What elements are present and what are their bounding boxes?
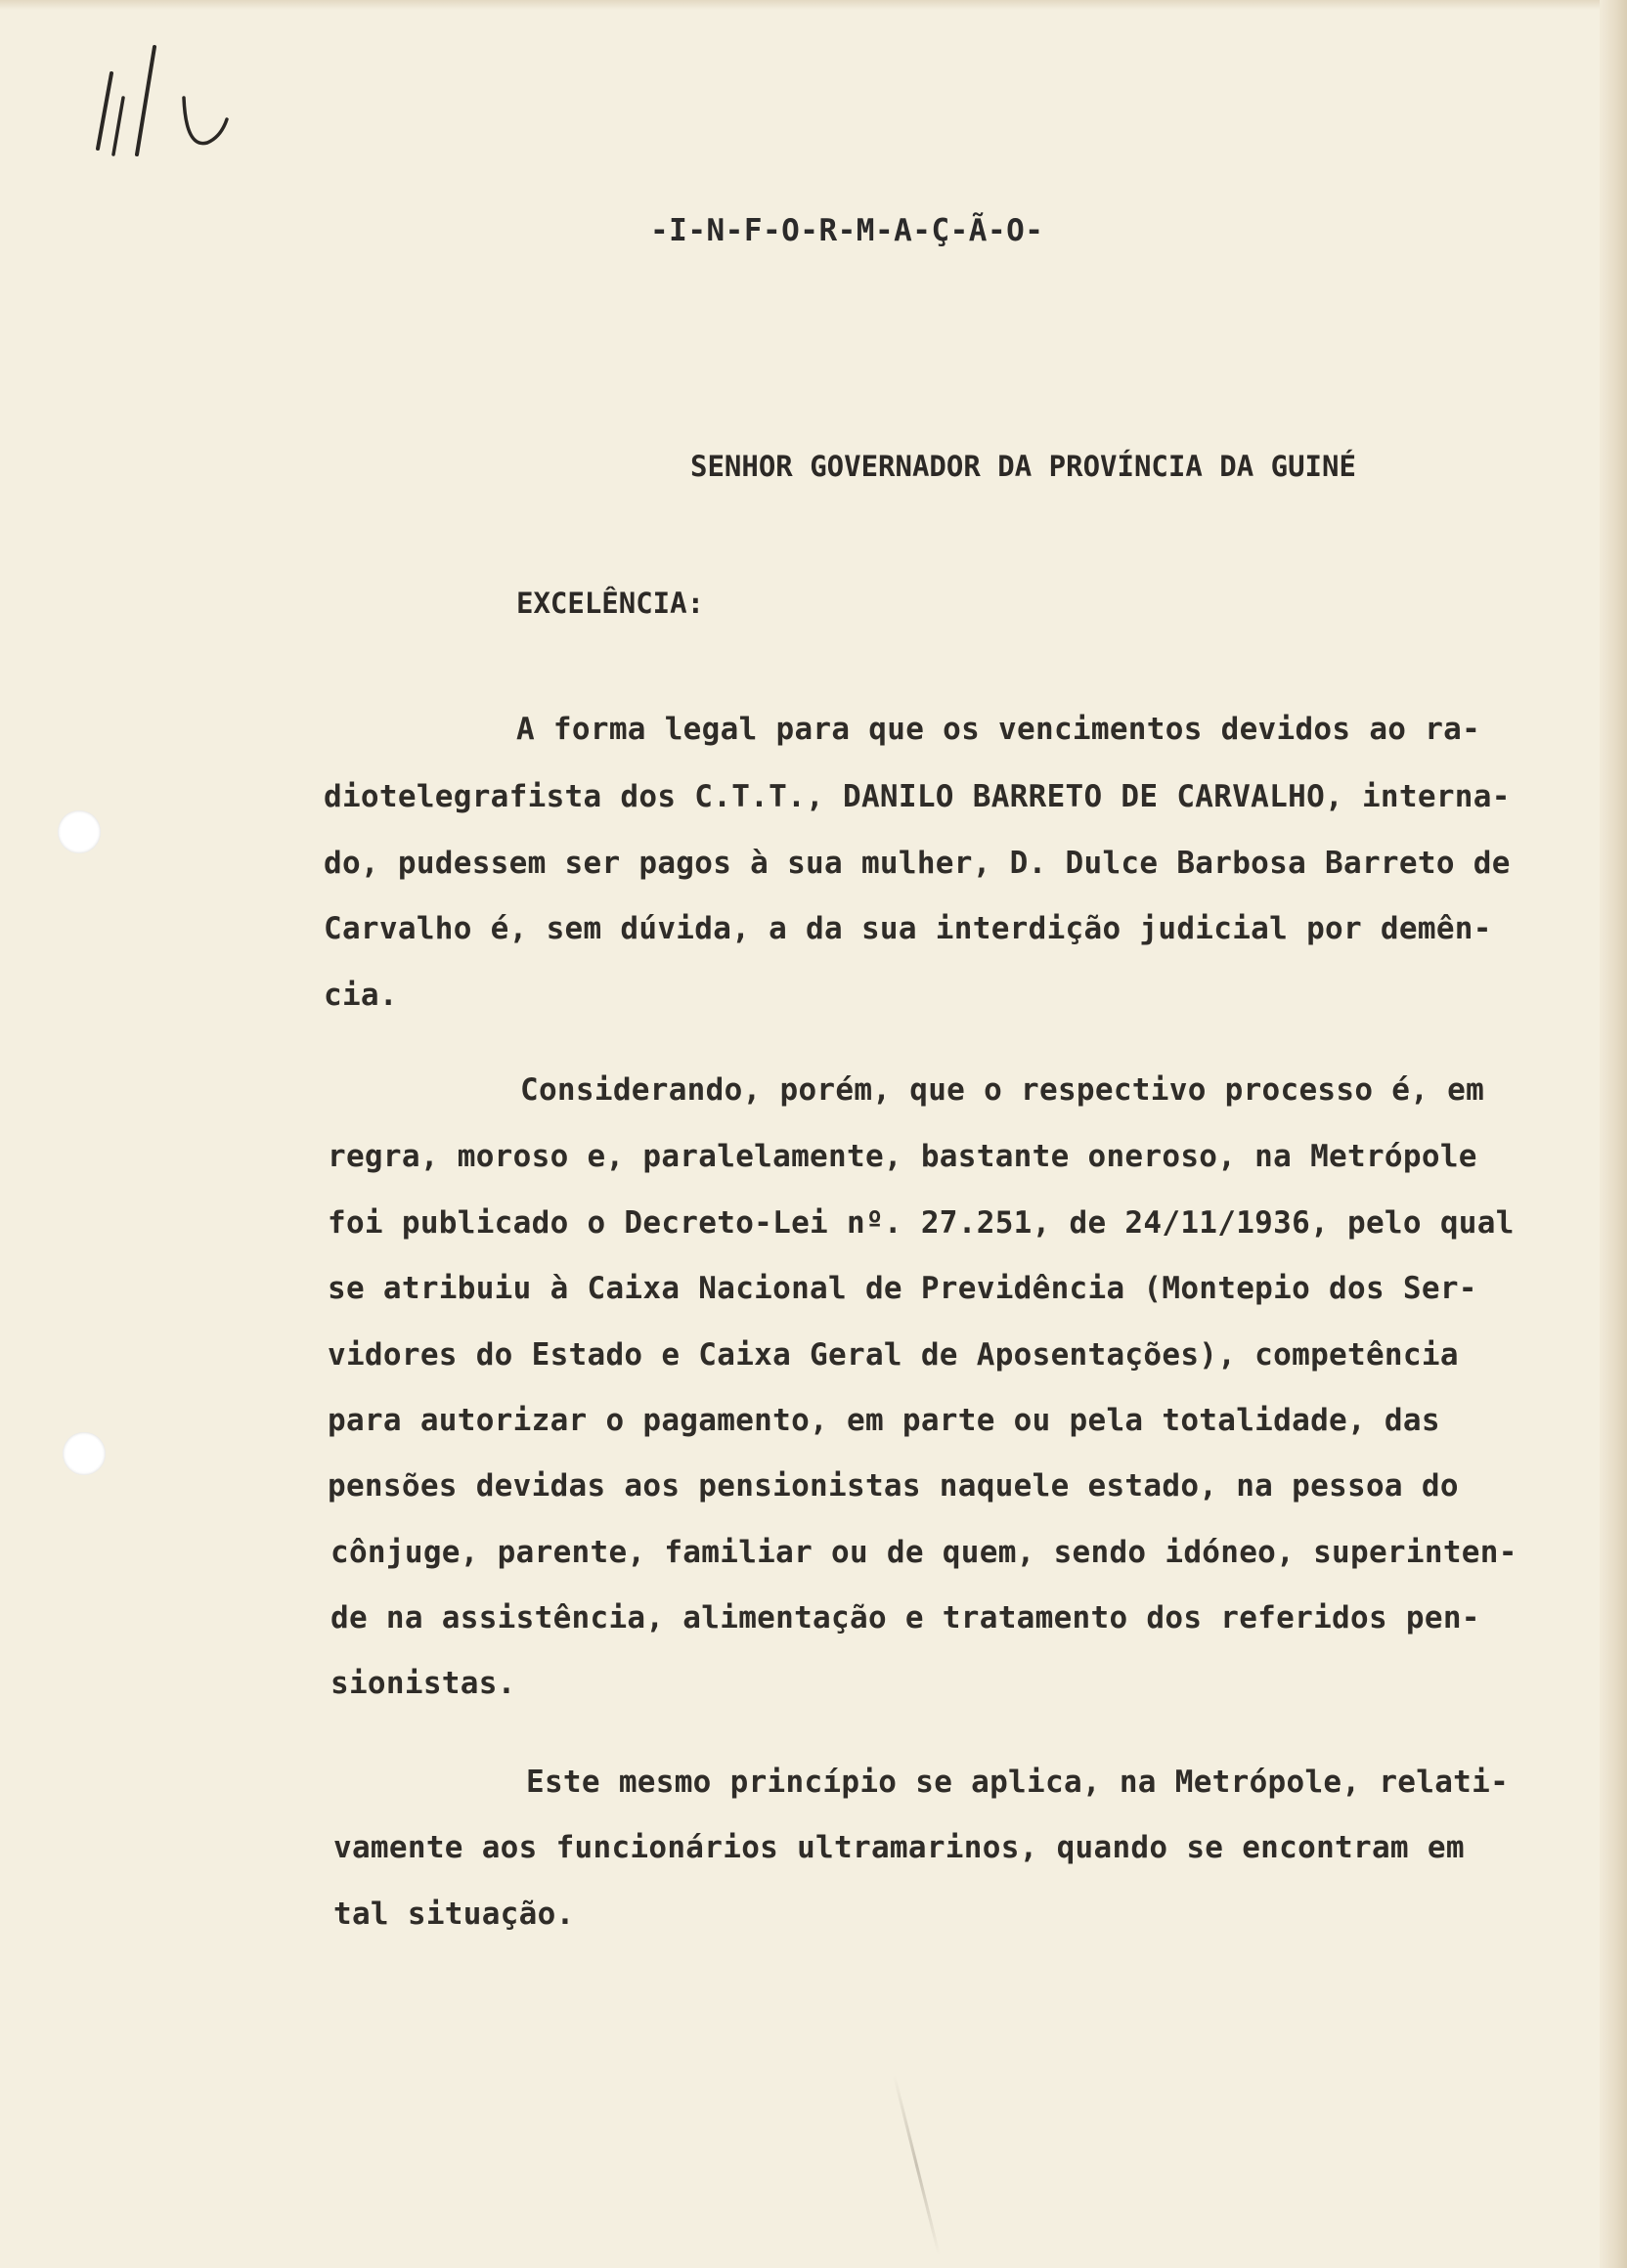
paragraph-line: vamente aos funcionários ultramarinos, quando se encontram em xyxy=(333,1830,1465,1865)
paragraph-line: foi publicado o Decreto-Lei nº. 27.251, de 24/11/1936, pelo qual xyxy=(328,1205,1515,1241)
paper-right-edge xyxy=(1600,0,1627,2268)
salutation: EXCELÊNCIA: xyxy=(516,587,705,620)
paragraph-line: Este mesmo princípio se aplica, na Metrópole, relati- xyxy=(526,1765,1510,1800)
paragraph-line: se atribuiu à Caixa Nacional de Previdência (Montepio dos Ser- xyxy=(328,1271,1477,1306)
paragraph-line: cônjuge, parente, familiar ou de quem, sendo idóneo, superinten- xyxy=(330,1535,1517,1570)
paragraph-line: sionistas. xyxy=(330,1666,516,1701)
paragraph-line: Considerando, porém, que o respectivo processo é, em xyxy=(520,1072,1485,1108)
paragraph-line: regra, moroso e, paralelamente, bastante oneroso, na Metrópole xyxy=(328,1139,1477,1174)
addressee-line: SENHOR GOVERNADOR DA PROVÍNCIA DA GUINÉ xyxy=(690,450,1356,483)
paragraph-line: pensões devidas aos pensionistas naquele estado, na pessoa do xyxy=(328,1468,1459,1504)
paragraph-line: Carvalho é, sem dúvida, a da sua interdição judicial por demên- xyxy=(324,911,1492,946)
punch-hole-upper xyxy=(58,810,101,853)
paragraph-line: tal situação. xyxy=(333,1897,575,1932)
paragraph-line: cia. xyxy=(324,978,398,1013)
paragraph-line: diotelegrafista dos C.T.T., DANILO BARRETO DE CARVALHO, interna- xyxy=(324,779,1511,814)
handwritten-folio-mark xyxy=(94,39,250,166)
paper-crease-mark xyxy=(893,2074,941,2255)
paragraph-line: A forma legal para que os vencimentos devidos ao ra- xyxy=(516,712,1481,747)
paragraph-line: do, pudessem ser pagos à sua mulher, D. Dulce Barbosa Barreto de xyxy=(324,846,1511,881)
paper-top-edge xyxy=(0,0,1627,10)
paragraph-line: de na assistência, alimentação e tratamento dos referidos pen- xyxy=(330,1600,1480,1636)
document-heading: -I-N-F-O-R-M-A-Ç-Ã-O- xyxy=(650,213,1044,248)
paragraph-line: para autorizar o pagamento, em parte ou pela totalidade, das xyxy=(328,1403,1440,1438)
punch-hole-lower xyxy=(63,1432,106,1475)
paragraph-line: vidores do Estado e Caixa Geral de Aposentações), competência xyxy=(328,1337,1459,1373)
